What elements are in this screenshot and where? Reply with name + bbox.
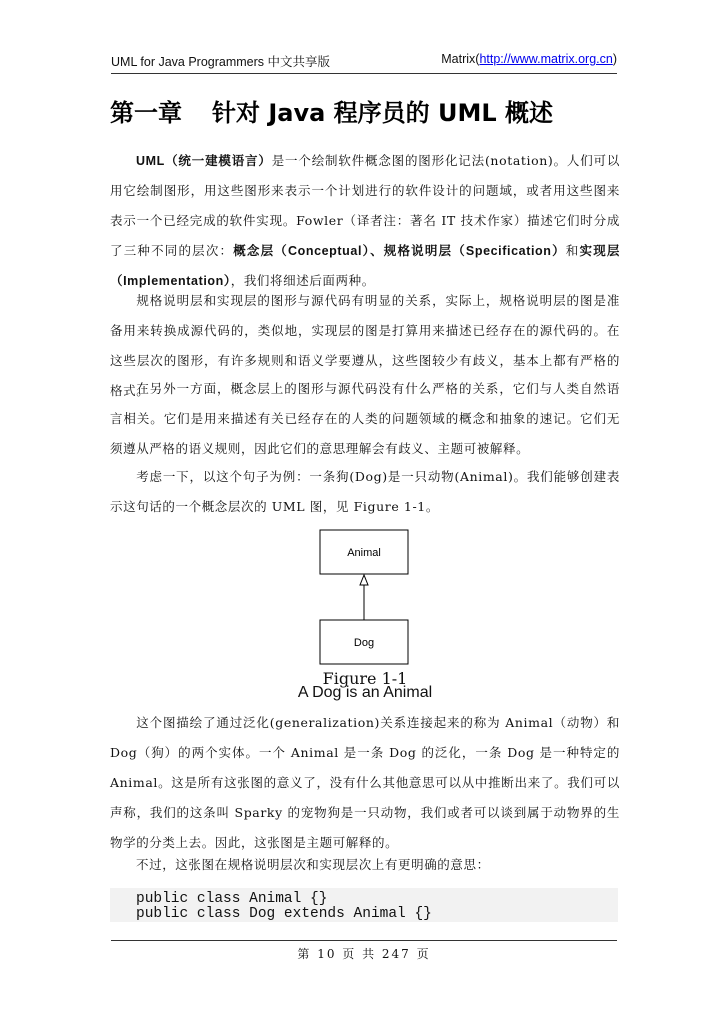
code-block [110, 888, 618, 922]
uml-diagram-canvas [280, 528, 460, 668]
header-publisher-link[interactable]: http://www.matrix.org.cn [479, 52, 613, 66]
header-book-title: UML for Java Programmers 中文共享版 [111, 55, 331, 69]
term-implementation: 实现层（Implementation） [110, 244, 620, 288]
chapter-title: 针对 Java 程序员的 UML 概述 [212, 99, 554, 127]
page-header [111, 47, 617, 74]
paragraph-2-text: 规格说明层和实现层的图形与源代码有明显的关系，实际上，规格说明层的图是准备用来转换成源代码的，类似地，实现层的图是打算用来描述已经存在的源代码的。在这些层次的图形，有许多规则和语义学要遵从，这些图较少有歧义，基本上都有严格的格式。 [110, 293, 620, 398]
paragraph-6-text: 不过，这张图在规格说明层次和实现层次上有更明确的意思： [136, 857, 490, 872]
paragraph-3 [110, 374, 620, 464]
paragraph-5 [110, 708, 620, 858]
figure-number: Figure 1-1 [322, 669, 408, 688]
term-conceptual-specification: 概念层（Conceptual）、规格说明层（Specification） [233, 244, 566, 258]
chapter-heading [110, 93, 630, 128]
code-line-2: public class Dog extends Animal {} [136, 906, 432, 922]
paragraph-1-text: 是一个绘制软件概念图的图形化记法(notation)。人们可以用它绘制图形，用这些图形来表示一个计划进行的软件设计的问题域，或者用这些图来表示一个已经完成的软件实现。Fowler（译者注：著名 IT 技术作家）描述它们时分成了三种不同的层次： [110, 153, 620, 258]
paragraph-3-text: 在另外一方面，概念层上的图形与源代码没有什么严格的关系，它们与人类自然语言相关。它们是用来描述有关已经存在的人类的问题领域的概念和抽象的速记。它们无须遵从严格的语义规则，因此它们的意思理解会有歧义、主题可被解释。 [110, 381, 620, 456]
paragraph-1-end: ，我们将细述后面两种。 [230, 273, 375, 288]
class-name-animal: Animal [347, 547, 381, 559]
header-publisher-prefix: Matrix( [441, 52, 480, 66]
code-line-1: public class Animal {} [136, 891, 328, 907]
paragraph-4 [110, 462, 620, 522]
class-name-dog: Dog [353, 637, 375, 649]
header-publisher-suffix: ) [612, 52, 617, 66]
footer-divider [111, 940, 617, 941]
paragraph-5-text: 这个图描绘了通过泛化(generalization)关系连接起来的称为 Animal（动物）和 Dog（狗）的两个实体。一个 Animal 是一条 Dog 的泛化，一条 Dog 是一种特定的 Animal。这是所有这张图的意义了，没有什么其他意思可以从中推断出来了。我们可以声称，我们的这条叫 Sparky 的宠物狗是一只动物，我们或者可以谈到属于动物界的生物学的分类上去。因此，这张图是主题可解释的。 [110, 715, 620, 850]
page-footer: 第 10 页 共 247 页 [297, 947, 431, 961]
paragraph-4-text: 考虑一下，以这个句子为例：一条狗(Dog)是一只动物(Animal)。我们能够创建表示这句话的一个概念层次的 UML 图，见 Figure 1-1。 [110, 469, 620, 514]
generalization-arrowhead [360, 575, 368, 585]
chapter-number: 第一章 [110, 99, 182, 127]
term-uml: UML（统一建模语言） [136, 154, 272, 168]
header-publisher [441, 52, 617, 66]
paragraph-6 [110, 850, 620, 880]
figure-caption: A Dog is an Animal [297, 684, 433, 701]
paragraph-1-and: 和 [565, 243, 580, 258]
paragraph-1 [110, 146, 620, 296]
